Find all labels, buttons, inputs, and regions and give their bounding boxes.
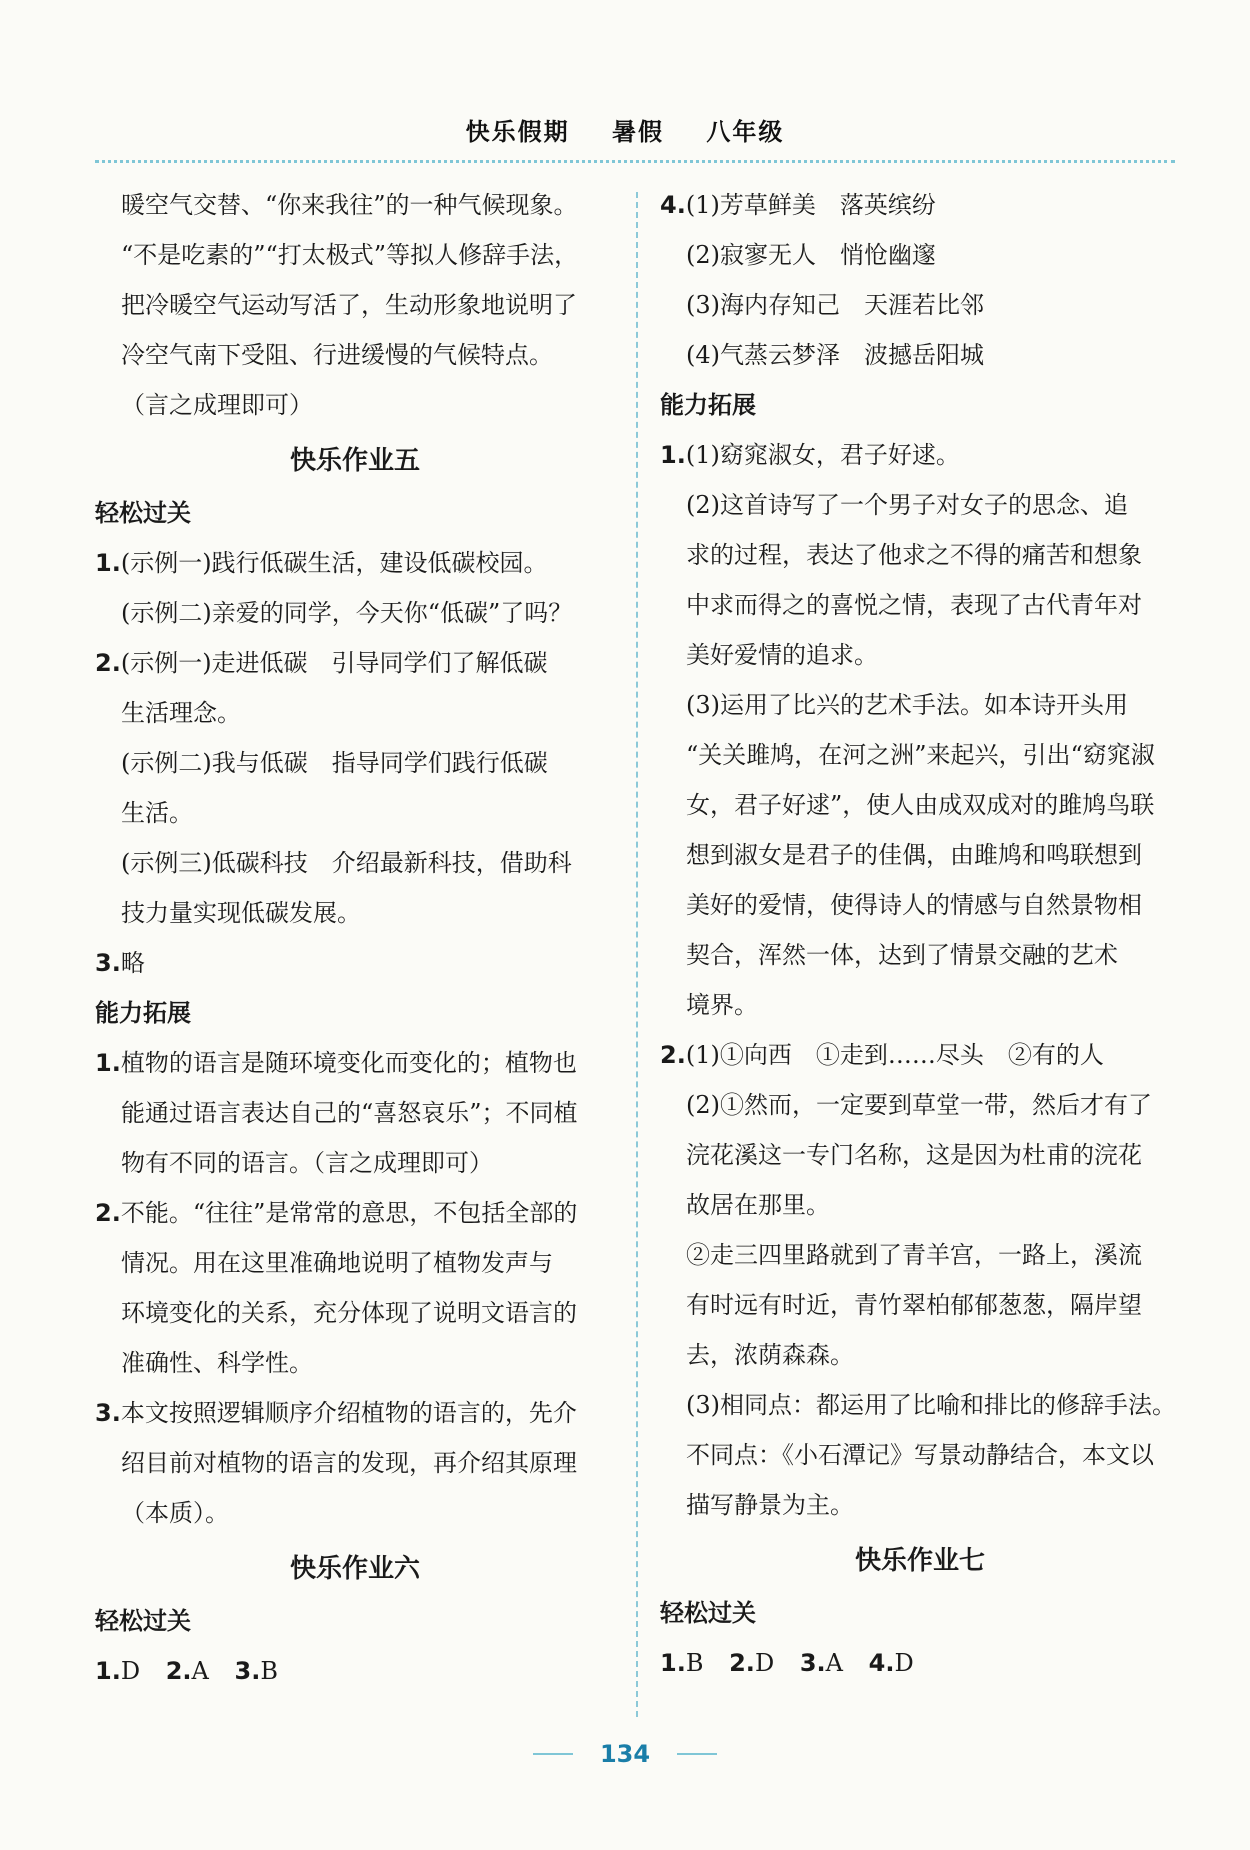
list-item <box>95 538 615 638</box>
list-item <box>660 180 1180 380</box>
subsection-title: 轻松过关 <box>660 1599 756 1627</box>
answer-row <box>95 1646 615 1696</box>
item-line: (2)寂寥无人 悄怆幽邃 <box>686 241 936 269</box>
item-line: 植物的语言是随环境变化而变化的；植物也 <box>120 1049 577 1077</box>
list-item <box>660 1030 1180 1530</box>
item-line: (3)相同点：都运用了比喻和排比的修辞手法。 <box>686 1391 1176 1419</box>
column-divider <box>636 192 638 1717</box>
item-number: 1. <box>95 1049 121 1077</box>
item-line: 故居在那里。 <box>686 1191 830 1219</box>
item-number: 4. <box>660 191 686 219</box>
right-column <box>660 180 1180 1688</box>
item-line: 环境变化的关系，充分体现了说明文语言的 <box>121 1299 577 1327</box>
header-season: 暑假 <box>612 118 664 146</box>
item-line: 物有不同的语言。（言之成理即可） <box>121 1149 493 1177</box>
answer-number: 2. <box>165 1657 192 1685</box>
item-line: (4)气蒸云梦泽 波撼岳阳城 <box>686 341 984 369</box>
item-line: 契合，浑然一体，达到了情景交融的艺术 <box>686 941 1118 969</box>
answer-choice: D <box>894 1649 914 1677</box>
answer-choice: D <box>120 1657 141 1685</box>
answer-number: 3. <box>234 1657 261 1685</box>
intro-line: 冷空气南下受阻、行进缓慢的气候特点。 <box>121 341 553 369</box>
item-line: (1)①向西 ①走到……尽头 ②有的人 <box>685 1041 1104 1069</box>
subsection-title: 轻松过关 <box>95 1607 191 1635</box>
item-line: (2)这首诗写了一个男子对女子的思念、追 <box>686 491 1128 519</box>
left-column <box>95 180 615 1696</box>
item-line: (1)芳草鲜美 落英缤纷 <box>685 191 936 219</box>
list-item <box>95 1038 615 1188</box>
header-divider <box>95 160 1175 163</box>
list-item <box>95 1188 615 1388</box>
item-line: 生活。 <box>121 799 193 827</box>
item-line: 不能。“往往”是常常的意思，不包括全部的 <box>120 1199 578 1227</box>
item-line: 能通过语言表达自己的“喜怒哀乐”；不同植 <box>121 1099 578 1127</box>
item-line: 本文按照逻辑顺序介绍植物的语言的，先介 <box>120 1399 577 1427</box>
item-number: 2. <box>95 1199 121 1227</box>
item-line: 生活理念。 <box>121 699 241 727</box>
item-line: “关关雎鸠，在河之洲”来起兴，引出“窈窕淑 <box>686 741 1155 769</box>
header-grade: 八年级 <box>706 118 785 146</box>
page-number: 134 <box>599 1740 651 1768</box>
item-line: (示例二)我与低碳 指导同学们践行低碳 <box>121 749 548 777</box>
item-line: (2)①然而，一定要到草堂一带，然后才有了 <box>686 1091 1152 1119</box>
item-line: 准确性、科学性。 <box>121 1349 313 1377</box>
page-header <box>0 112 1250 147</box>
item-line: (1)窈窕淑女，君子好逑。 <box>685 441 960 469</box>
item-line: (示例二)亲爱的同学，今天你“低碳”了吗？ <box>121 599 573 627</box>
footer-dash <box>533 1753 573 1755</box>
item-line: (3)海内存知己 天涯若比邻 <box>686 291 984 319</box>
intro-line: 把冷暖空气运动写活了，生动形象地说明了 <box>121 291 577 319</box>
item-line: 美好的爱情，使得诗人的情感与自然景物相 <box>686 891 1142 919</box>
item-line: 中求而得之的喜悦之情，表现了古代青年对 <box>686 591 1142 619</box>
item-line: 浣花溪这一专门名称，这是因为杜甫的浣花 <box>686 1141 1142 1169</box>
intro-line: “不是吃素的”“打太极式”等拟人修辞手法， <box>121 241 579 269</box>
item-line: 描写静景为主。 <box>686 1491 854 1519</box>
item-line: 女，君子好逑”，使人由成双成对的雎鸠鸟联 <box>686 791 1155 819</box>
subsection-title: 轻松过关 <box>95 499 191 527</box>
list-item <box>95 1388 615 1538</box>
section-title: 快乐作业七 <box>854 1546 985 1576</box>
header-book-title: 快乐假期 <box>465 118 570 146</box>
item-line: 绍目前对植物的语言的发现，再介绍其原理 <box>121 1449 577 1477</box>
answer-choice: B <box>685 1649 704 1677</box>
answer-choice: A <box>825 1649 843 1677</box>
item-line: 不同点：《小石潭记》写景动静结合，本文以 <box>686 1441 1154 1469</box>
item-number: 1. <box>95 549 121 577</box>
item-line: (示例一)践行低碳生活，建设低碳校园。 <box>120 549 548 577</box>
section-title: 快乐作业六 <box>289 1554 420 1584</box>
section-title: 快乐作业五 <box>289 446 420 476</box>
item-number: 1. <box>660 441 686 469</box>
page-footer <box>0 1740 1250 1768</box>
item-line: ②走三四里路就到了青羊宫，一路上，溪流 <box>686 1241 1142 1269</box>
item-line: 技力量实现低碳发展。 <box>121 899 361 927</box>
list-item <box>660 430 1180 1030</box>
item-number: 2. <box>660 1041 686 1069</box>
answer-number: 1. <box>660 1649 686 1677</box>
item-line: 求的过程，表达了他求之不得的痛苦和想象 <box>686 541 1142 569</box>
item-number: 2. <box>95 649 121 677</box>
item-line: (3)运用了比兴的艺术手法。如本诗开头用 <box>686 691 1128 719</box>
item-line: （本质）。 <box>121 1499 229 1527</box>
answer-choice: B <box>260 1657 278 1685</box>
answer-number: 4. <box>868 1649 895 1677</box>
answer-number: 2. <box>729 1649 755 1677</box>
item-line: 情况。用在这里准确地说明了植物发声与 <box>121 1249 553 1277</box>
item-line: (示例三)低碳科技 介绍最新科技，借助科 <box>121 849 572 877</box>
item-line: 去，浓荫森森。 <box>686 1341 854 1369</box>
answer-row <box>660 1638 1180 1688</box>
answer-choice: D <box>754 1649 775 1677</box>
footer-dash <box>677 1753 717 1755</box>
item-line: 有时远有时近，青竹翠柏郁郁葱葱，隔岸望 <box>686 1291 1142 1319</box>
answer-number: 1. <box>95 1657 121 1685</box>
intro-line: （言之成理即可） <box>121 391 313 419</box>
answer-number: 3. <box>799 1649 826 1677</box>
item-line: 想到淑女是君子的佳偶，由雎鸠和鸣联想到 <box>686 841 1142 869</box>
list-item <box>95 938 615 988</box>
item-line: 美好爱情的追求。 <box>686 641 878 669</box>
item-line: (示例一)走进低碳 引导同学们了解低碳 <box>120 649 548 677</box>
item-line: 境界。 <box>686 991 758 1019</box>
item-number: 3. <box>95 1399 121 1427</box>
intro-line: 暖空气交替、“你来我往”的一种气候现象。 <box>121 191 578 219</box>
item-number: 3. <box>95 949 121 977</box>
item-line: 略 <box>120 949 145 977</box>
answer-choice: A <box>191 1657 209 1685</box>
list-item <box>95 638 615 938</box>
subsection-title: 能力拓展 <box>95 999 191 1027</box>
subsection-title: 能力拓展 <box>660 391 756 419</box>
